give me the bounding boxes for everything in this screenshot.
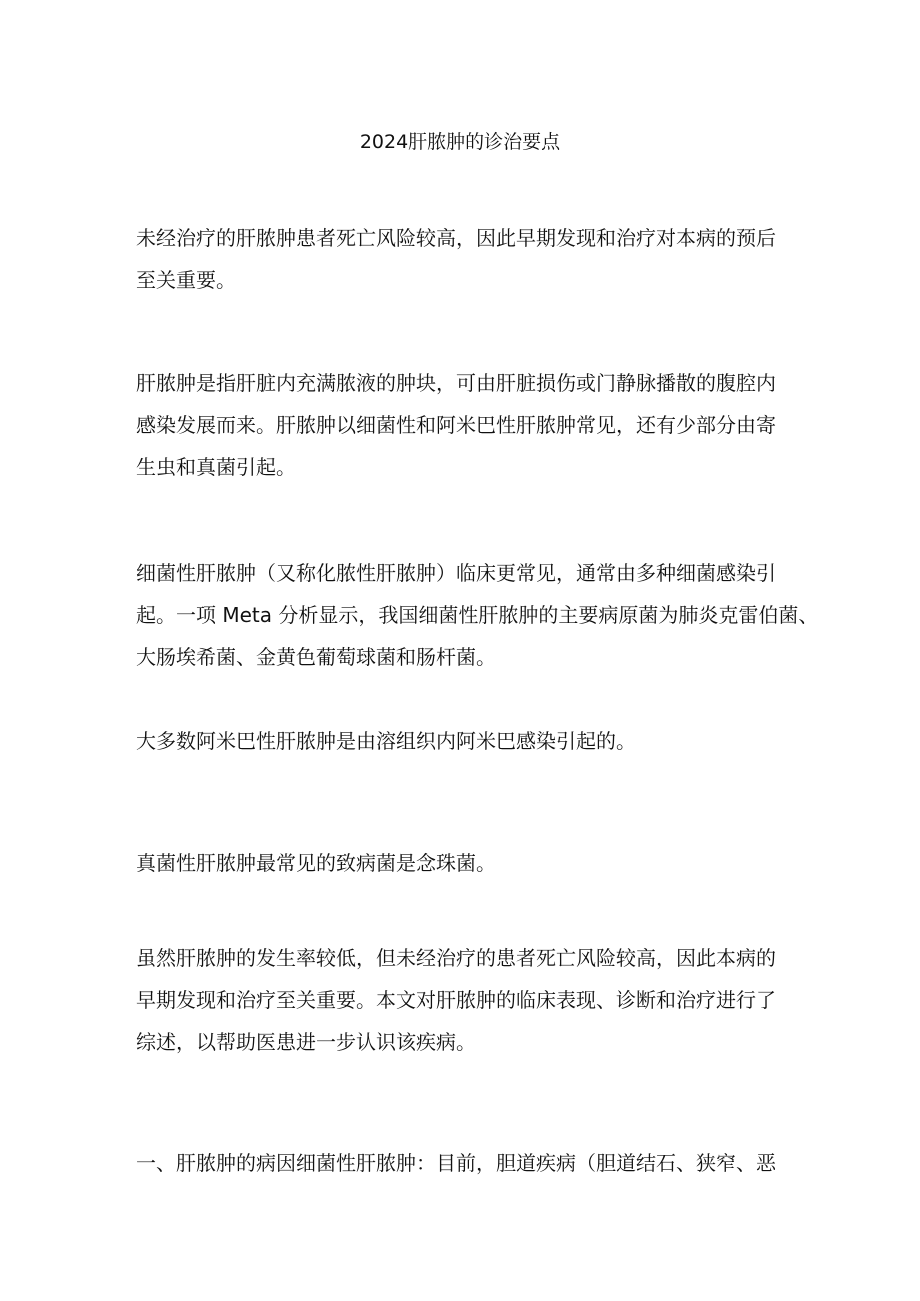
paragraph-line: 早期发现和治疗至关重要。本文对肝脓肿的临床表现、诊断和治疗进行了 bbox=[136, 988, 776, 1012]
paragraph-line: 生虫和真菌引起。 bbox=[136, 455, 296, 479]
paragraph-line: 感染发展而来。肝脓肿以细菌性和阿米巴性肝脓肿常见，还有少部分由寄 bbox=[136, 413, 776, 437]
paragraph-2 bbox=[136, 362, 786, 488]
document-title: 2024肝脓肿的诊治要点 bbox=[359, 131, 561, 153]
paragraph-line: 肝脓肿是指肝脏内充满脓液的肿块，可由肝脏损伤或门静脉播散的腹腔内 bbox=[136, 371, 776, 395]
paragraph-1 bbox=[136, 217, 786, 301]
paragraph-7 bbox=[136, 1142, 786, 1184]
paragraph-line: 虽然肝脓肿的发生率较低，但未经治疗的患者死亡风险较高，因此本病的 bbox=[136, 946, 776, 970]
paragraph-line: 细菌性肝脓肿（又称化脓性肝脓肿）临床更常见，通常由多种细菌感染引 bbox=[136, 561, 776, 585]
paragraph-4 bbox=[136, 720, 786, 762]
paragraph-3 bbox=[136, 552, 819, 678]
paragraph-line: 大肠埃希菌、金黄色葡萄球菌和肠杆菌。 bbox=[136, 645, 496, 669]
paragraph-line: 起。一项 Meta 分析显示，我国细菌性肝脓肿的主要病原菌为肺炎克雷伯菌、 bbox=[136, 603, 819, 627]
paragraph-line: 至关重要。 bbox=[136, 268, 236, 292]
paragraph-5 bbox=[136, 842, 786, 884]
paragraph-line: 一、肝脓肿的病因细菌性肝脓肿：目前，胆道疾病（胆道结石、狭窄、恶 bbox=[136, 1151, 776, 1175]
paragraph-line: 综述，以帮助医患进一步认识该疾病。 bbox=[136, 1030, 476, 1054]
paragraph-line: 大多数阿米巴性肝脓肿是由溶组织内阿米巴感染引起的。 bbox=[136, 729, 636, 753]
paragraph-line: 未经治疗的肝脓肿患者死亡风险较高，因此早期发现和治疗对本病的预后 bbox=[136, 226, 776, 250]
paragraph-line: 真菌性肝脓肿最常见的致病菌是念珠菌。 bbox=[136, 851, 496, 875]
paragraph-6 bbox=[136, 937, 786, 1063]
